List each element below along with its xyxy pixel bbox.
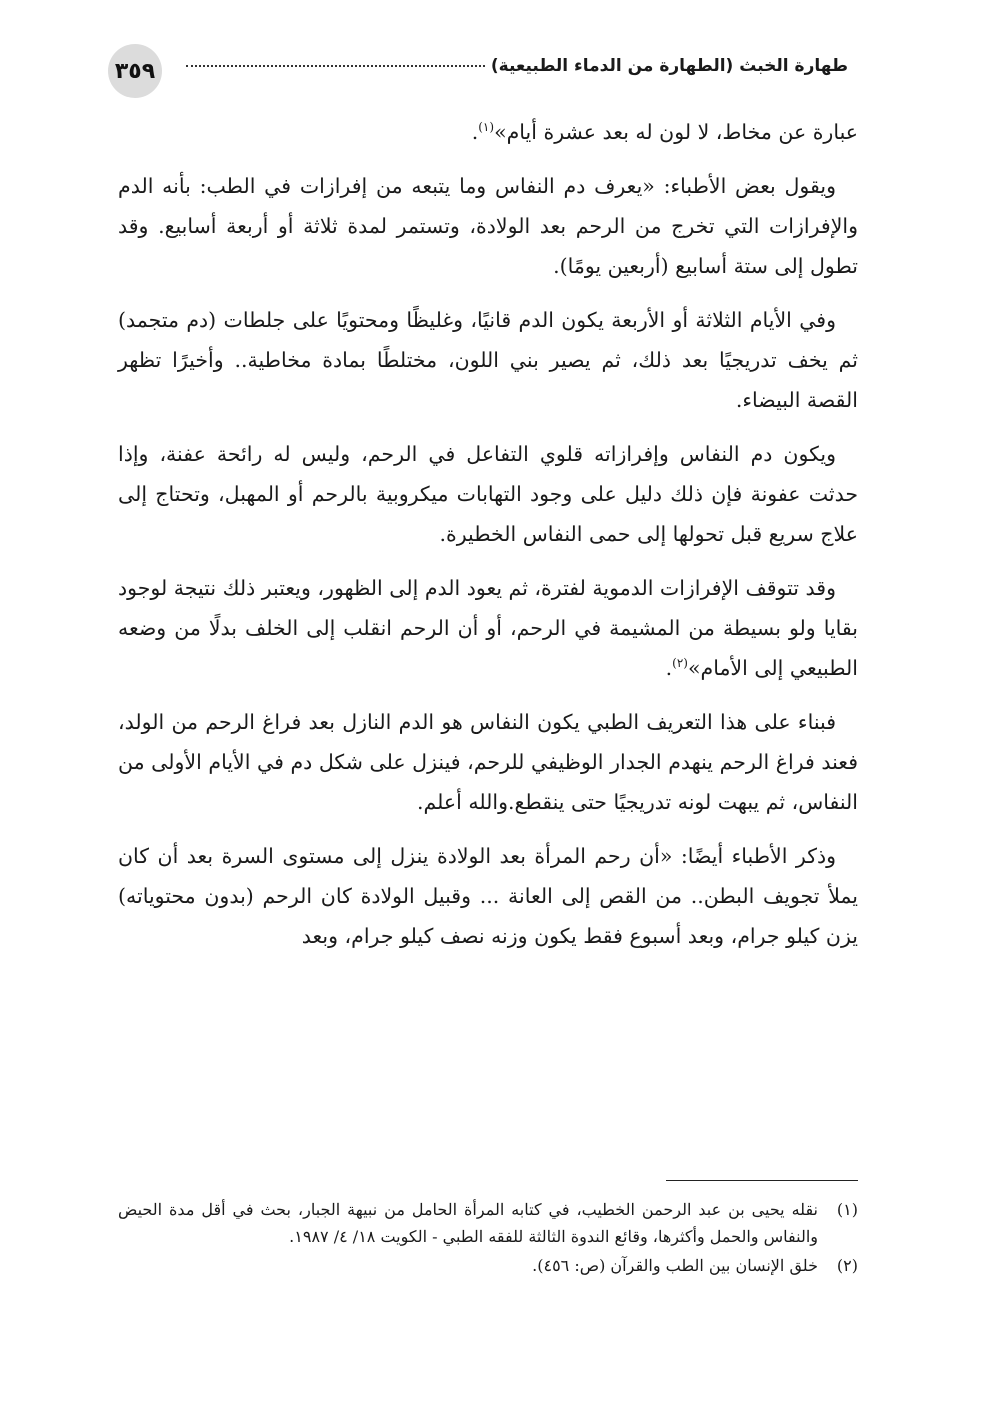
footnote-number: (١) <box>836 1200 858 1219</box>
footnote-item <box>118 1252 858 1279</box>
footnote-number: (٢) <box>836 1256 858 1275</box>
footnote-text: نقله يحيى بن عبد الرحمن الخطيب، في كتابه المرأة الحامل من نبيهة الجبار، بحث في أقل مدة الحيض والنفاس والحمل وأكثرها، وقائع الندوة الثالثة للفقه الطبي - الكويت ١٨/ ٤/ ١٩٨٧. <box>118 1200 818 1246</box>
paragraph: ويقول بعض الأطباء: «يعرف دم النفاس وما يتبعه من إفرازات في الطب: بأنه الدم والإفرازات التي تخرج من الرحم بعد الولادة، وتستمر لمدة ثلاثة أو أربعة أسابيع. وقد تطول إلى ستة أسابيع (أربعين يومًا). <box>118 174 858 278</box>
footnote-separator <box>666 1180 858 1181</box>
paragraph: عبارة عن مخاط، لا لون له بعد عشرة أيام»$^{(١)}$. <box>471 120 858 144</box>
paragraph: وفي الأيام الثلاثة أو الأربعة يكون الدم قانيًا، وغليظًا ومحتويًا على جلطات (دم متجمد) ثم يخف تدريجيًا بعد ذلك، ثم يصير بني اللون، مختلطًا بمادة مخاطية.. وأخيرًا تظهر القصة البيضاء. <box>118 308 858 412</box>
footnotes <box>118 1196 858 1281</box>
page-header <box>108 44 848 100</box>
running-title: طهارة الخبث (الطهارة من الدماء الطبيعية) <box>490 56 848 76</box>
paragraph: ويكون دم النفاس وإفرازاته قلوي التفاعل في الرحم، وليس له رائحة عفنة، وإذا حدثت عفونة فإن ذلك دليل على وجود التهابات ميكروبية بالرحم أو المهبل، وتحتاج إلى علاج سريع قبل تحولها إلى حمى النفاس الخطيرة. <box>118 442 858 546</box>
paragraph: وقد تتوقف الإفرازات الدموية لفترة، ثم يعود الدم إلى الظهور، ويعتبر ذلك نتيجة لوجود بقايا ولو بسيطة من المشيمة في الرحم، أو أن الرحم انقلب إلى الخلف بدلًا من وضعه الطبيعي إلى الأمام»$^{(٢)}$. <box>118 576 858 680</box>
paragraph: وذكر الأطباء أيضًا: «أن رحم المرأة بعد الولادة ينزل إلى مستوى السرة بعد أن كان يملأ تجويف البطن.. من القص إلى العانة ... وقبيل الولادة كان الرحم (بدون محتوياته) يزن كيلو جرام، وبعد أسبوع فقط يكون وزنه نصف كيلو جرام، وبعد <box>118 844 858 948</box>
paragraph: فبناء على هذا التعريف الطبي يكون النفاس هو الدم النازل بعد فراغ الرحم من الولد، فعند فراغ الرحم ينهدم الجدار الوظيفي للرحم، فينزل على شكل دم في الأيام الأولى من النفاس، ثم يبهت لونه تدريجيًا حتى ينقطع.والله أعلم. <box>118 710 858 814</box>
running-head <box>180 56 848 76</box>
footnote-text: خلق الإنسان بين الطب والقرآن (ص: ٤٥٦). <box>532 1256 818 1275</box>
page-number: ٣٥٩ <box>108 44 162 98</box>
main-text <box>118 112 858 970</box>
footnote-ref-1: (١) <box>478 120 495 135</box>
dotted-leader <box>186 65 485 67</box>
footnote-item <box>118 1196 858 1250</box>
footnote-ref-2: (٢) <box>672 656 688 671</box>
